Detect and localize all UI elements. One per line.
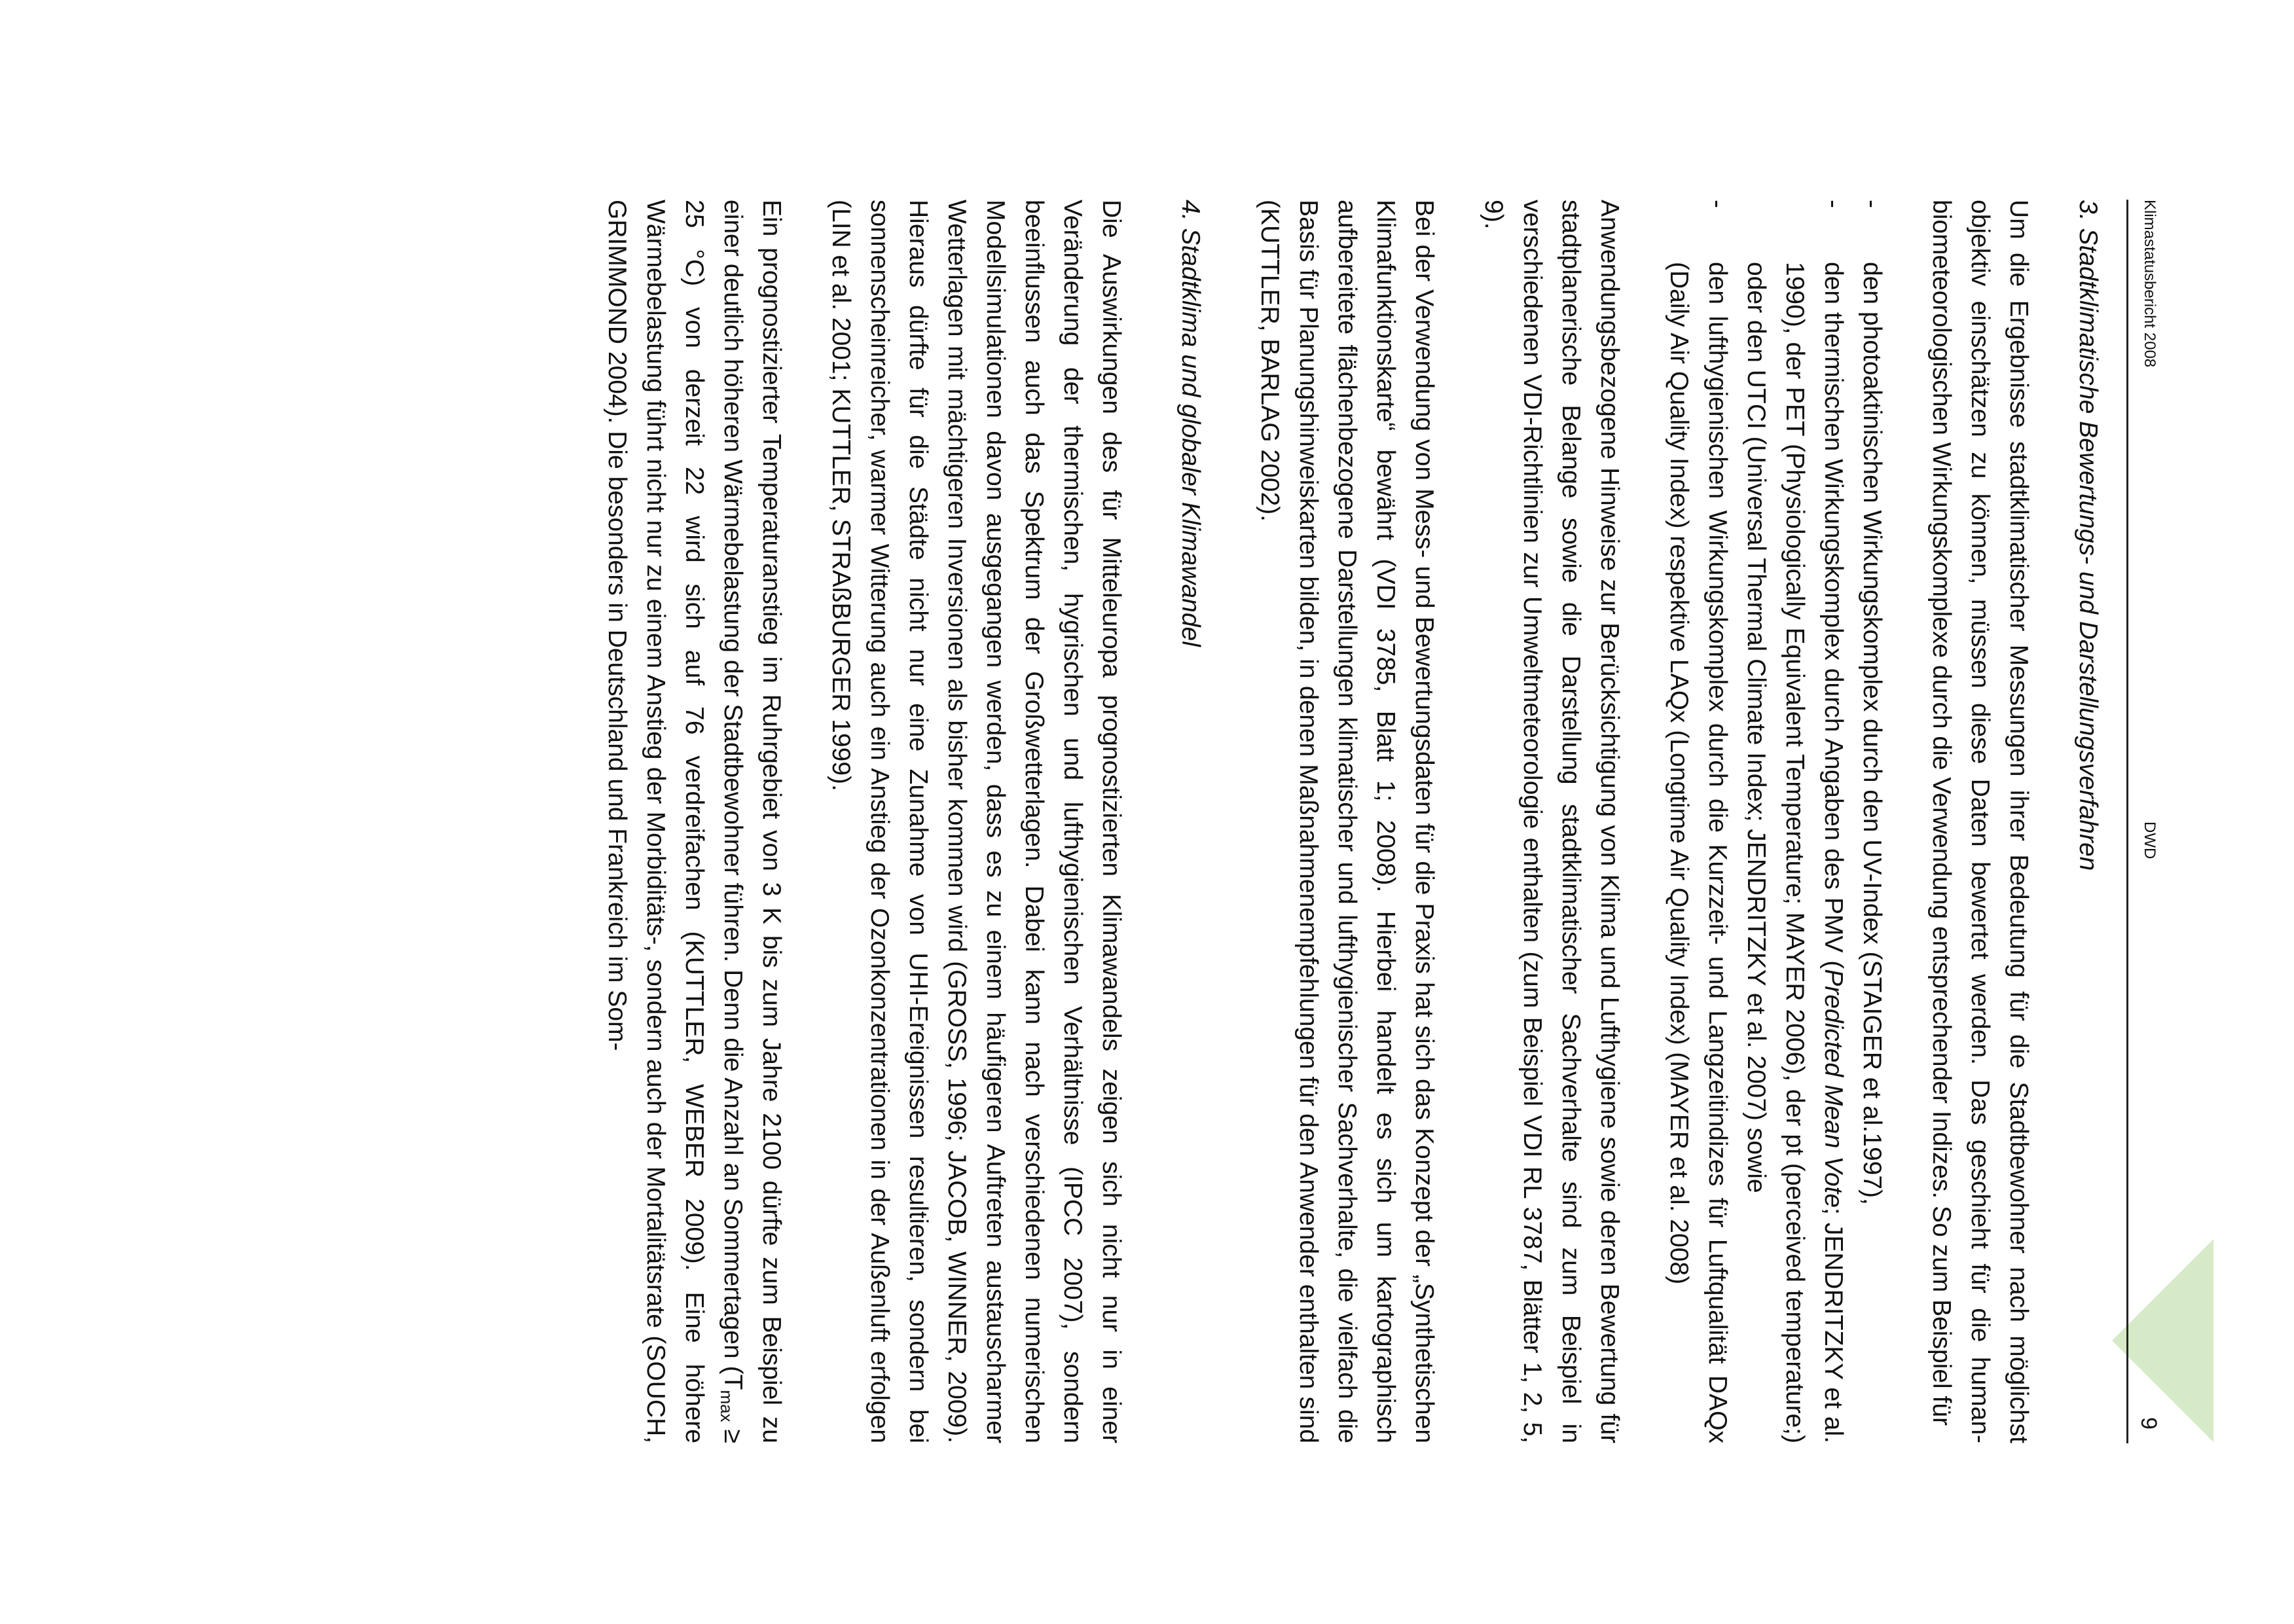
- header-title: Klimastatusbericht 2008: [2141, 200, 2158, 368]
- section-4-paragraph-2: Ein prognostizierter Temperaturanstieg im Ruhrgebiet von 3 K bis zum Jahre 2100 dürfte zum Beispiel zu einer deutlich höheren Wärmebelastung der Stadtbewohner führen. Denn die Anzahl an Sommertagen ($T_{max} \ge 25$ °C) von derzeit 22 wird sich auf 76 verdreifachen (KUTTLER, WEBER 2009). Eine höhere Wärmebelastung führt nicht nur zu einem Anstieg der Morbiditäts-, sondern auch der Mortalitätsrate (SOUCH, GRIMMOND 2004). Die besonders in Deutschland und Frankreich im Som-: [603, 200, 786, 1443]
- bullet-dash: -: [1819, 200, 1848, 208]
- page-content: [598, 200, 2107, 1443]
- page-header: [2132, 200, 2166, 1443]
- section-3-heading: 3. Stadtklimatische Bewertungs- und Darstellungsverfahren: [2074, 200, 2102, 871]
- list-item: - den lufthygienischen Wirkungskomplex durch die Kurzzeit- und Langzeitindizes für Luftqualität DAQx (Daily Air Quality Index) respektive LAQx (Longtime Air Quality Index) (MAYER et al. 2008): [1660, 200, 1737, 1443]
- list-item: - den thermischen Wirkungskomplex durch Angaben des PMV (Predicted Mean Vote; JENDRITZKY et al. 1990), der PET (Physiologically Equivalent Temperature; MAYER 2006), der pt (perceived temperature;) oder den UTCI (Universal Thermal Climate Index; JENDRITZKY et al. 2007) sowie: [1737, 200, 1853, 1443]
- bullet-dash: -: [1858, 200, 1886, 208]
- header-center: DWD: [2141, 821, 2158, 859]
- section-3-paragraph-3: Bei der Verwendung von Mess- und Bewertungsdaten für die Praxis hat sich das Konzept der „Synthetischen Klimafunktionskarte“ bewährt (VDI 3785, Blatt 1; 2008). Hierbei handelt es sich um kartographisch aufbereitete flächenbezogene Darstellungen klimatischer und lufthygienischer Sachverhalte, die vielfach die Basis für Planungshinweiskarten bilden, in denen Maßnahmenempfehlungen für den Anwender enthalten sind (KUTTLER, BARLAG 2002).: [1256, 200, 1438, 1443]
- page-number: 9: [2136, 1417, 2161, 1430]
- list-item: - den photoaktinischen Wirkungskomplex durch den UV-Index (STAIGER et al.1997),: [1853, 200, 1891, 1443]
- bullet-dash: -: [1703, 200, 1732, 208]
- section-3-intro: Um die Ergebnisse stadtklimatischer Messungen ihrer Bedeutung für die Stadtbewohner nach möglichst objektiv einschätzen zu können, müssen diese Daten bewertet werden. Das geschieht für die human-biometeorologischen Wirkungskomplexe durch die Verwendung entsprechender Indizes. So zum Beispiel für: [1927, 200, 2033, 1443]
- section-3-paragraph-2: Anwendungsbezogene Hinweise zur Berücksichtigung von Klima und Lufthygiene sowie deren Bewertung für stadtplanerische Belange sowie die Darstellung stadtklimatischer Sachverhalte sind zum Beispiel in verschiedenen VDI-Richtlinien zur Umweltmeteorologie enthalten (zum Beispiel VDI RL 3787, Blätter 1, 2, 5, 9).: [1480, 200, 1624, 1443]
- index-list: [1660, 200, 1891, 1443]
- section-4-heading: 4. Stadtklima und globaler Klimawandel: [1176, 200, 1205, 647]
- section-4-paragraph-1: Die Auswirkungen des für Mitteleuropa prognostizierten Klimawandels zeigen sich nicht nur in einer Veränderung der thermischen, hygrischen und lufthygienischen Verhältnisse (IPCC 2007), sondern beeinflussen auch das Spektrum der Großwetterlagen. Dabei kann nach verschiedenen numerischen Modellsimulationen davon ausgegangen werden, dass es zu einem häufigeren Auftreten austauscharmer Wetterlagen mit mächtigeren Inversionen als bisher kommen wird (GROSS, 1996; JACOB, WINNER, 2009). Hieraus dürfte für die Städte nicht nur eine Zunahme von UHI-Ereignissen resultieren, sondern bei sonnenscheinreicher, warmer Witterung auch ein Anstieg der Ozonkonzentrationen in der Außenluft erfolgen (LIN et al. 2001; KUTTLER, STRAßBURGER 1999).: [827, 200, 1125, 1443]
- header-rule: [2126, 200, 2128, 1443]
